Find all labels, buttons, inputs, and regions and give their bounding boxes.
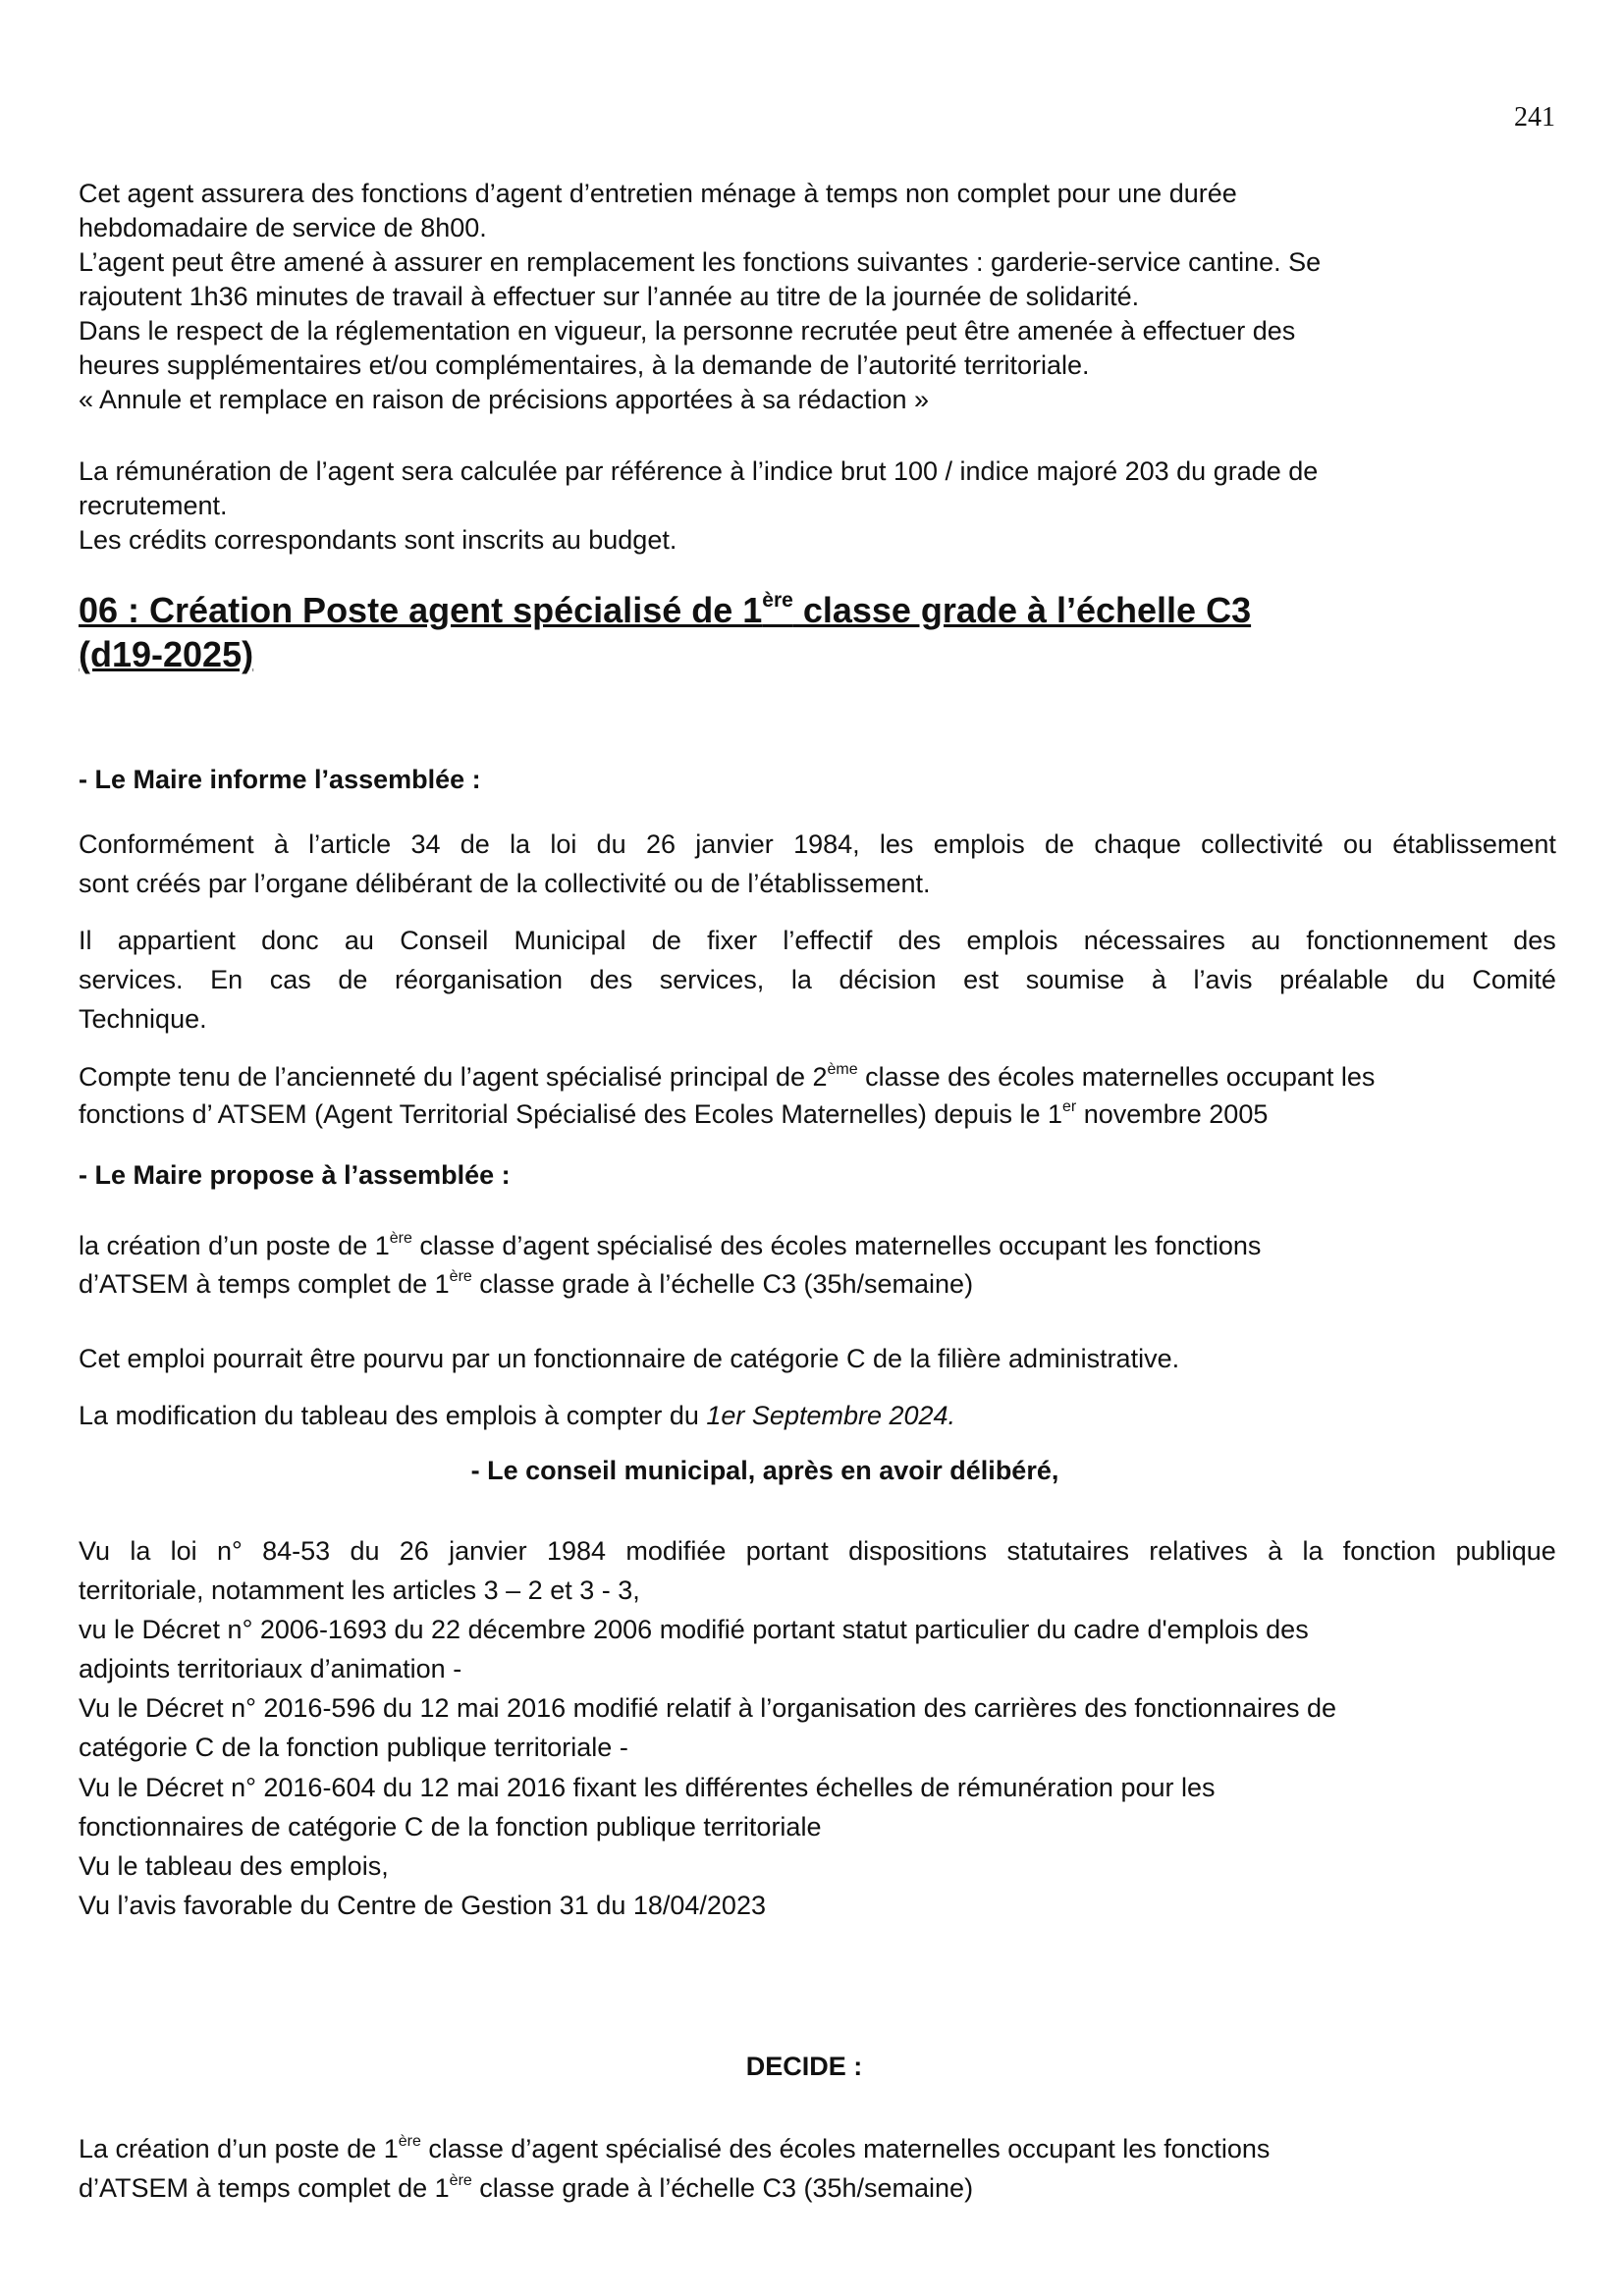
visa-line: Vu le Décret n° 2016-604 du 12 mai 2016 fixant les différentes échelles de rémunération pour les	[79, 1773, 1216, 1802]
word: ou	[1342, 829, 1374, 859]
text-fragment: Compte tenu de l’ancienneté du l’agent spécialisé principal de 2	[79, 1062, 828, 1092]
word: Conformément	[79, 829, 254, 859]
word: fonctionnement	[1306, 926, 1489, 955]
text-fragment: La modification du tableau des emplois à compter du	[79, 1401, 707, 1430]
text-fragment: classe grade à l’échelle C3 (35h/semaine)	[471, 2173, 974, 2203]
superscript: ère	[762, 589, 793, 612]
word: du	[1415, 965, 1445, 994]
text-fragment: d’ATSEM à temps complet de 1	[79, 2173, 450, 2203]
word: du	[596, 829, 626, 859]
visa-line	[79, 1534, 1556, 1568]
word: au	[1251, 926, 1281, 955]
word: 34	[410, 829, 441, 859]
word: de	[460, 829, 490, 859]
text-line	[79, 2171, 973, 2205]
word: à	[273, 829, 289, 859]
word: décision	[839, 965, 937, 994]
word: Il	[79, 926, 92, 955]
word: à	[1268, 1536, 1283, 1566]
visa-line: catégorie C de la fonction publique territoriale -	[79, 1733, 628, 1762]
word: du	[350, 1536, 380, 1566]
word: janvier	[449, 1536, 527, 1566]
word: Municipal	[514, 926, 626, 955]
word: portant	[745, 1536, 829, 1566]
conseil-heading: - Le conseil municipal, après en avoir délibéré,	[470, 1456, 1059, 1485]
text-line: Les crédits correspondants sont inscrits au budget.	[79, 525, 677, 555]
word: soumise	[1025, 965, 1125, 994]
word: donc	[261, 926, 319, 955]
text-fragment: La création d’un poste de 1	[79, 2134, 399, 2163]
word: 1984,	[793, 829, 860, 859]
text-line	[79, 1060, 1556, 1094]
word: fixer	[707, 926, 758, 955]
word: la	[1302, 1536, 1324, 1566]
superscript: ère	[449, 2172, 472, 2189]
deliberation-number: (d19-2025)	[79, 634, 254, 674]
text-fragment: classe d’agent spécialisé des écoles maternelles occupant les fonctions	[411, 1231, 1262, 1260]
visa-line: fonctionnaires de catégorie C de la fonction publique territoriale	[79, 1812, 822, 1842]
word: de	[338, 965, 368, 994]
word: loi	[550, 829, 577, 859]
superscript: ère	[449, 1268, 472, 1285]
text-line: L’agent peut être amené à assurer en remplacement les fonctions suivantes : garderie-service cantine. Se	[79, 247, 1322, 277]
word: Comité	[1472, 965, 1556, 994]
text-line	[79, 1097, 1268, 1131]
word: est	[963, 965, 1000, 994]
effective-date: 1er Septembre 2024.	[706, 1401, 956, 1430]
section-title-text: classe grade à l’échelle C3	[792, 590, 1252, 630]
text-fragment: fonctions d’ ATSEM (Agent Territorial Spécialisé des Ecoles Maternelles) depuis le 1	[79, 1099, 1062, 1129]
text-line: « Annule et remplace en raison de précisions apportées à sa rédaction »	[79, 385, 930, 414]
word: la	[510, 829, 531, 859]
word: chaque	[1094, 829, 1181, 859]
word: réorganisation	[394, 965, 564, 994]
text-line: Cet agent assurera des fonctions d’agent d’entretien ménage à temps non complet pour une durée	[79, 179, 1237, 208]
decide-heading: DECIDE :	[745, 2052, 863, 2081]
word: collectivité	[1201, 829, 1324, 859]
text-line: heures supplémentaires et/ou complémentaires, à la demande de l’autorité territoriale.	[79, 350, 1090, 380]
text-line: La rémunération de l’agent sera calculée par référence à l’indice brut 100 / indice majoré 203 du grade de	[79, 456, 1319, 486]
word: préalable	[1279, 965, 1389, 994]
heading-text: - Le Maire informe l’assemblée :	[79, 765, 481, 794]
word: emplois	[966, 926, 1058, 955]
word: des	[1513, 926, 1556, 955]
word: 26	[399, 1536, 429, 1566]
word: au	[344, 926, 374, 955]
section-title-text: 06 : Création Poste agent spécialisé de 1	[79, 590, 763, 630]
word: la	[790, 965, 812, 994]
visa-line: Vu l’avis favorable du Centre de Gestion 31 du 18/04/2023	[79, 1891, 766, 1920]
word: de	[651, 926, 681, 955]
visa-line: adjoints territoriaux d’animation -	[79, 1654, 462, 1683]
text-line: rajoutent 1h36 minutes de travail à effectuer sur l’année au titre de la journée de solidarité.	[79, 282, 1140, 311]
word: nécessaires	[1083, 926, 1225, 955]
text-line: Cet emploi pourrait être pourvu par un fonctionnaire de catégorie C de la filière administrative.	[79, 1344, 1180, 1373]
visa-line: vu le Décret n° 2006-1693 du 22 décembre 2006 modifié portant statut particulier du cadre d'emplois des	[79, 1615, 1309, 1644]
word: 1984	[546, 1536, 607, 1566]
visa-line: territoriale, notamment les articles 3 – 2 et 3 - 3,	[79, 1575, 640, 1605]
word: publique	[1455, 1536, 1556, 1566]
word: En	[210, 965, 244, 994]
word: modifiée	[625, 1536, 727, 1566]
word: des	[589, 965, 633, 994]
text-line	[79, 963, 1556, 996]
word: fonction	[1342, 1536, 1436, 1566]
text-line	[79, 1267, 973, 1301]
text-line	[79, 1399, 955, 1432]
word: l’avis	[1193, 965, 1253, 994]
word: cas	[269, 965, 311, 994]
text-fragment: d’ATSEM à temps complet de 1	[79, 1269, 450, 1299]
word: Vu	[79, 1536, 111, 1566]
word: loi	[170, 1536, 197, 1566]
word: de	[1045, 829, 1075, 859]
text-fragment: classe des écoles maternelles occupant les	[857, 1062, 1376, 1092]
text-line: recrutement.	[79, 491, 228, 520]
text-line: sont créés par l’organe délibérant de la collectivité ou de l’établissement.	[79, 869, 931, 898]
text-fragment: la création d’un poste de 1	[79, 1231, 390, 1260]
visa-line: Vu le tableau des emplois,	[79, 1851, 389, 1881]
page-number: 241	[1514, 102, 1555, 133]
superscript: ème	[827, 1061, 858, 1078]
word: la	[130, 1536, 151, 1566]
text-line	[79, 1229, 1261, 1262]
word: l’article	[308, 829, 392, 859]
text-line: Technique.	[79, 1004, 207, 1034]
text-line	[79, 828, 1556, 861]
superscript: ère	[398, 2133, 421, 2150]
text-fragment: novembre 2005	[1076, 1099, 1269, 1129]
section-title-ref	[79, 633, 253, 676]
word: 84-53	[262, 1536, 331, 1566]
text-fragment: classe d’agent spécialisé des écoles maternelles occupant les fonctions	[420, 2134, 1271, 2163]
section-title	[79, 589, 1251, 632]
word: établissement	[1392, 829, 1556, 859]
word: des	[897, 926, 942, 955]
superscript: er	[1061, 1098, 1077, 1115]
text-fragment: classe grade à l’échelle C3 (35h/semaine)	[471, 1269, 974, 1299]
word: statutaires	[1006, 1536, 1129, 1566]
text-line: hebdomadaire de service de 8h00.	[79, 213, 487, 242]
word: Conseil	[400, 926, 489, 955]
word: l’effectif	[783, 926, 873, 955]
word: les	[879, 829, 914, 859]
word: dispositions	[848, 1536, 988, 1566]
visa-line: Vu le Décret n° 2016-596 du 12 mai 2016 modifié relatif à l’organisation des carrières des fonctionnaires de	[79, 1693, 1337, 1723]
word: janvier	[695, 829, 774, 859]
word: n°	[216, 1536, 243, 1566]
word: services,	[659, 965, 765, 994]
text-line	[79, 924, 1556, 957]
text-line	[79, 2132, 1270, 2165]
superscript: ère	[389, 1230, 412, 1247]
word: à	[1151, 965, 1166, 994]
word: relatives	[1149, 1536, 1248, 1566]
word: appartient	[117, 926, 236, 955]
word: emplois	[933, 829, 1025, 859]
heading-text: - Le Maire propose à l’assemblée :	[79, 1160, 511, 1190]
text-line: Dans le respect de la réglementation en vigueur, la personne recrutée peut être amenée à effectuer des	[79, 316, 1296, 346]
word: 26	[645, 829, 676, 859]
word: services.	[79, 965, 184, 994]
